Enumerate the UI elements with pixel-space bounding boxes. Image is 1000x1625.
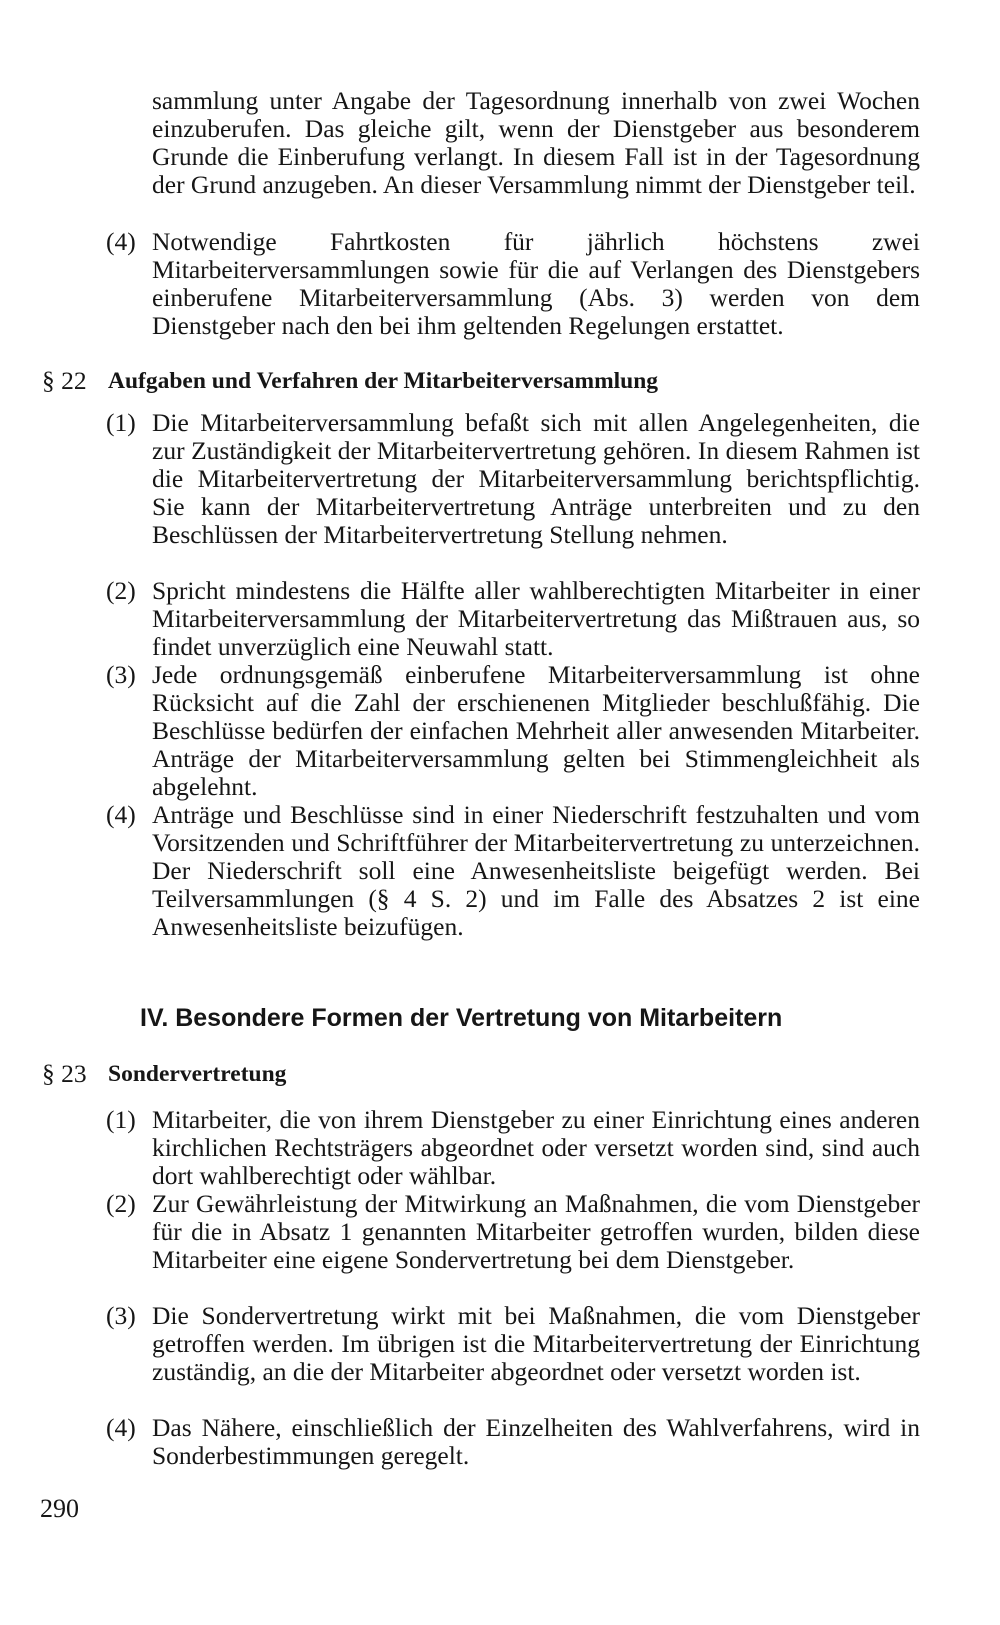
section-23-item-2-number: (2)	[106, 1189, 136, 1218]
section-23-sign: § 23	[42, 1059, 87, 1088]
intro-item-4-text: Notwendige Fahrtkosten für jährlich höchstens zwei Mitarbeiterversammlungen sowie für die auf Verlangen des Dienstgebers einberufene Mitarbeiterversammlung (Abs. 3) werden von dem Dienstgeber nach den bei ihm geltenden Regelungen erstattet.	[152, 227, 920, 340]
section-23-item-2-text: Zur Gewährleistung der Mitwirkung an Maßnahmen, die vom Dienstgeber für die in Absatz 1 genannten Mitarbeiter getroffen wurden, bilden diese Mitarbeiter eine eigene Sondervertretung bei dem Dienstgeber.	[152, 1189, 920, 1274]
chapter-heading: IV. Besondere Formen der Vertretung von Mitarbeitern	[140, 1004, 783, 1032]
section-22-item-4-number: (4)	[106, 800, 136, 829]
section-22-item-3-text: Jede ordnungsgemäß einberufene Mitarbeiterversammlung ist ohne Rücksicht auf die Zahl der erschienenen Mitglieder beschlußfähig. Die Beschlüsse bedürfen der einfachen Mehrheit aller anwesenden Mitarbeiter. Anträge der Mitarbeiterversammlung gelten bei Stimmengleichheit als abgelehnt.	[152, 660, 920, 801]
section-23-item-3-text: Die Sondervertretung wirkt mit bei Maßnahmen, die vom Dienstgeber getroffen werden. Im übrigen ist die Mitarbeitervertretung der Einrichtung zuständig, an die der Mitarbeiter abgeordnet oder versetzt worden ist.	[152, 1301, 920, 1386]
section-23-title: Sondervertretung	[108, 1061, 287, 1087]
section-23-item-4-number: (4)	[106, 1413, 136, 1442]
section-23-item-1-number: (1)	[106, 1105, 136, 1134]
page-number: 290	[40, 1494, 79, 1523]
section-22-item-1-text: Die Mitarbeiterversammlung befaßt sich mit allen Angelegenheiten, die zur Zuständigkeit der Mitarbeitervertretung gehören. In diesem Rahmen ist die Mitarbeitervertretung der Mitarbeiterversammlung berichtspflichtig. Sie kann der Mitarbeitervertretung Anträge unterbreiten und zu den Beschlüssen der Mitarbeitervertretung Stellung nehmen.	[152, 408, 920, 549]
intro-continuation-paragraph: sammlung unter Angabe der Tagesordnung innerhalb von zwei Wochen einzuberufen. Das gleiche gilt, wenn der Dienstgeber aus besonderem Grunde die Einberufung verlangt. In diesem Fall ist in der Tagesordnung der Grund anzugeben. An dieser Versammlung nimmt der Dienstgeber teil.	[152, 86, 920, 199]
section-22-title: Aufgaben und Verfahren der Mitarbeiterversammlung	[108, 368, 659, 394]
section-22-item-2-text: Spricht mindestens die Hälfte aller wahlberechtigten Mitarbeiter in einer Mitarbeiterversammlung der Mitarbeitervertretung das Mißtrauen aus, so findet unverzüglich eine Neuwahl statt.	[152, 576, 920, 661]
section-23-item-1-text: Mitarbeiter, die von ihrem Dienstgeber zu einer Einrichtung eines anderen kirchlichen Rechtsträgers abgeordnet oder versetzt worden sind, sind auch dort wahlberechtigt oder wählbar.	[152, 1105, 920, 1190]
section-23-item-4-text: Das Nähere, einschließlich der Einzelheiten des Wahlverfahrens, wird in Sonderbestimmungen geregelt.	[152, 1413, 920, 1470]
intro-item-4-number: (4)	[106, 227, 136, 256]
section-22-sign: § 22	[42, 366, 87, 395]
section-22-item-2-number: (2)	[106, 576, 136, 605]
section-23-item-3-number: (3)	[106, 1301, 136, 1330]
section-22-item-4-text: Anträge und Beschlüsse sind in einer Niederschrift festzuhalten und vom Vorsitzenden und Schriftführer der Mitarbeitervertretung zu unterzeichnen. Der Niederschrift soll eine Anwesenheitsliste beigefügt werden. Bei Teilversammlungen (§ 4 S. 2) und im Falle des Absatzes 2 ist eine Anwesenheitsliste beizufügen.	[152, 800, 920, 941]
section-22-item-1-number: (1)	[106, 408, 136, 437]
section-22-item-3-number: (3)	[106, 660, 136, 689]
